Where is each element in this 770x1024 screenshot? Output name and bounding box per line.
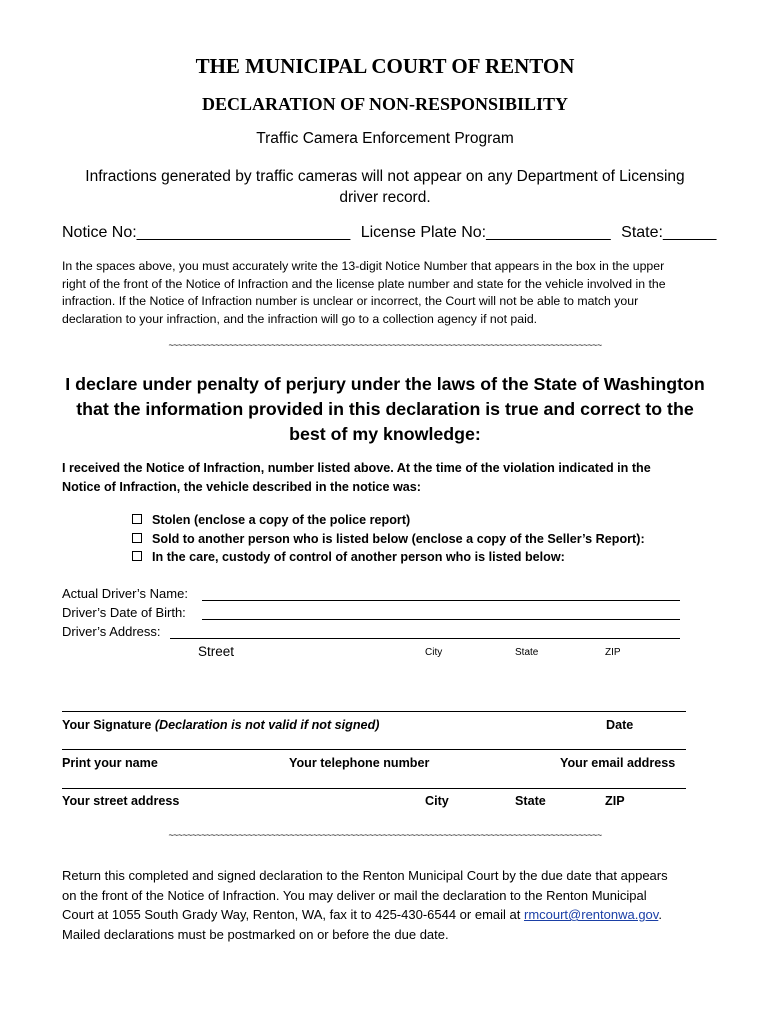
perjury-declaration xyxy=(0,372,770,447)
court-title: THE MUNICIPAL COURT OF RENTON xyxy=(195,54,575,78)
return-line3 xyxy=(62,905,722,925)
your-city-label: City xyxy=(425,794,449,808)
dol-notice-line1: Infractions generated by traffic cameras will not appear on any Department of Licensing xyxy=(85,168,685,185)
your-zip-label: ZIP xyxy=(605,794,625,808)
option-sold-label: Sold to another person who is listed below (enclose a copy of the Seller’s Report): xyxy=(152,531,645,546)
date-label: Date xyxy=(606,718,634,732)
option-stolen[interactable] xyxy=(132,511,645,530)
program-name: Traffic Camera Enforcement Program xyxy=(256,130,514,147)
vehicle-status-options xyxy=(132,511,645,567)
telephone-label: Your telephone number xyxy=(289,756,430,770)
instructions-line2: right of the front of the Notice of Infraction and the license plate number and state for the vehicle involved in the xyxy=(62,276,666,291)
checkbox-stolen[interactable] xyxy=(132,514,142,524)
return-line4: Mailed declarations must be postmarked on or before the due date. xyxy=(62,926,449,942)
your-state-label: State xyxy=(515,794,546,808)
driver-address-label: Driver’s Address: xyxy=(62,624,161,639)
option-custody-label: In the care, custody of control of another person who is listed below: xyxy=(152,550,565,564)
license-plate-field[interactable]: License Plate No:______________ xyxy=(360,224,611,241)
received-line1: I received the Notice of Infraction, number listed above. At the time of the violation indicated in the xyxy=(62,461,651,475)
checkbox-sold[interactable] xyxy=(132,533,142,543)
return-instructions xyxy=(62,866,722,944)
driver-name-label: Actual Driver’s Name: xyxy=(62,586,188,601)
return-line3-end: . xyxy=(658,907,662,922)
instructions-line3: infraction. If the Notice of Infraction number is unclear or incorrect, the Court will not be able to match your xyxy=(62,294,639,309)
instructions-line1: In the spaces above, you must accurately write the 13-digit Notice Number that appears in the box in the upper xyxy=(62,259,665,273)
address-state-label: State xyxy=(515,647,539,658)
driver-dob-line[interactable] xyxy=(202,619,680,620)
address-zip-label: ZIP xyxy=(605,647,621,658)
declaration-line1: I declare under penalty of perjury under the laws of the State of Washington xyxy=(65,374,705,394)
driver-dob-label: Driver’s Date of Birth: xyxy=(62,605,186,620)
separator-bottom: ~~~~~~~~~~~~~~~~~~~~~~~~~~~~~~~~~~~~~~~~~~~~~~~~~~~~~~~~~~~~~~~~~~~~~~~~~~~~~~~~~~~~~~~~~~~~~ xyxy=(168,830,602,840)
signature-label xyxy=(62,718,379,732)
print-name-label: Print your name xyxy=(62,756,158,770)
signature-label-text: Your Signature xyxy=(62,718,155,732)
street-address-label: Your street address xyxy=(62,794,180,808)
separator-top: ~~~~~~~~~~~~~~~~~~~~~~~~~~~~~~~~~~~~~~~~~~~~~~~~~~~~~~~~~~~~~~~~~~~~~~~~~~~~~~~~~~~~~~~~~~~~~ xyxy=(168,340,602,350)
driver-address-line[interactable] xyxy=(170,638,680,639)
checkbox-custody[interactable] xyxy=(132,551,142,561)
notice-no-field[interactable]: Notice No:________________________ xyxy=(62,224,351,241)
option-sold[interactable] xyxy=(132,530,645,549)
instructions-paragraph xyxy=(62,258,714,328)
driver-name-line[interactable] xyxy=(202,600,680,601)
option-custody[interactable] xyxy=(132,548,645,567)
form-title: DECLARATION OF NON-RESPONSIBILITY xyxy=(201,94,569,114)
declaration-line3: best of my knowledge: xyxy=(289,424,481,444)
instructions-line4: declaration to your infraction, and the infraction will go to a collection agency if not paid. xyxy=(62,311,538,326)
dol-notice xyxy=(0,166,770,208)
return-line3-text: Court at 1055 South Grady Way, Renton, WA, fax it to 425-430-6544 or email at xyxy=(62,907,524,922)
dol-notice-line2: driver record. xyxy=(339,189,431,206)
street-address-line[interactable] xyxy=(62,788,686,789)
name-phone-email-line[interactable] xyxy=(62,749,686,750)
declaration-line2: that the information provided in this declaration is true and correct to the xyxy=(76,399,694,419)
email-label: Your email address xyxy=(560,756,676,770)
return-line2: on the front of the Notice of Infraction. You may deliver or mail the declaration to the Renton Municipal xyxy=(62,887,647,903)
return-line1: Return this completed and signed declaration to the Renton Municipal Court by the due date that appears xyxy=(62,868,668,883)
address-city-label: City xyxy=(425,647,443,658)
identification-fields xyxy=(62,224,716,242)
state-field[interactable]: State:______ xyxy=(621,224,717,241)
option-stolen-label: Stolen (enclose a copy of the police report) xyxy=(152,513,411,527)
received-statement xyxy=(62,459,722,496)
signature-note: (Declaration is not valid if not signed) xyxy=(154,718,380,732)
received-line2: Notice of Infraction, the vehicle described in the notice was: xyxy=(62,479,421,494)
signature-line[interactable] xyxy=(62,711,686,712)
address-street-label: Street xyxy=(198,644,235,659)
court-email-link[interactable]: rmcourt@rentonwa.gov xyxy=(523,907,659,922)
